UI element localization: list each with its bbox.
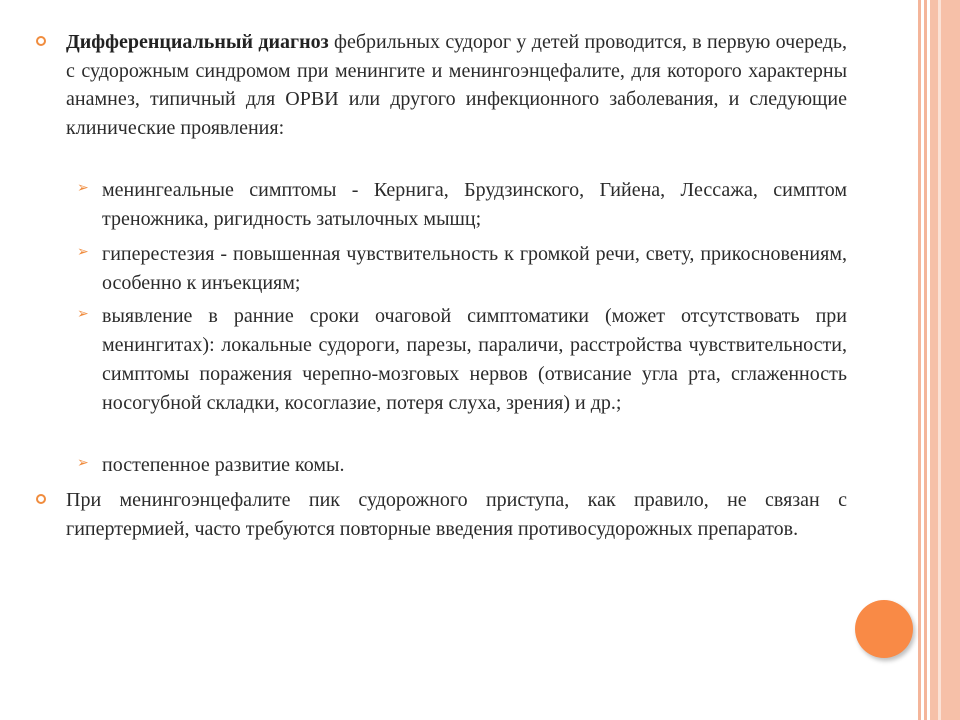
paragraph-meningoencephalitis: При менингоэнцефалите пик судорожного приступа, как правило, не связан с гипертермией, часто требуются повторные введения противосудорожных препаратов. [66,489,847,540]
decorative-stripe [938,0,941,720]
arrow-bullet-icon: ➢ [77,244,89,260]
decorative-stripe [924,0,927,720]
sub-item-hyperesthesia: гиперестезия - повышенная чувствительность к громкой речи, свету, прикосновениям, особенно к инъекциям; [102,243,847,294]
circle-bullet-icon [36,36,46,46]
paragraph-differential-diagnosis [66,28,847,142]
sub-item-focal-symptoms: выявление в ранние сроки очаговой симптоматики (может отсутствовать при менингитах): локальные судороги, парезы, параличи, расстройства чувствительности, симптомы поражения черепно-мозговых нервов (отвисание угла рта, сглаженность носогубной складки, косоглазие, потеря слуха, зрения) и др.; [102,305,847,414]
decorative-stripe [930,0,960,720]
decorative-stripe [918,0,921,720]
circle-bullet-icon [36,494,46,504]
sub-item-coma: постепенное развитие комы. [102,454,345,476]
bold-term: Дифференциальный диагноз [66,31,329,53]
arrow-bullet-icon: ➢ [77,180,89,196]
arrow-bullet-icon: ➢ [77,306,89,322]
sub-item-meningeal: менингеальные симптомы - Кернига, Брудзинского, Гийена, Лессажа, симптом треножника, ригидность затылочных мышц; [102,179,847,230]
paragraph-text: фебрильных судорог у детей проводится, в первую очередь, с судорожным синдромом при менингите и менингоэнцефалите, для которого характерны анамнез, типичный для ОРВИ или другого инфекционного заболевания, и следующие клинические проявления: [66,31,847,139]
decorative-circle [855,600,913,658]
arrow-bullet-icon: ➢ [77,455,89,471]
